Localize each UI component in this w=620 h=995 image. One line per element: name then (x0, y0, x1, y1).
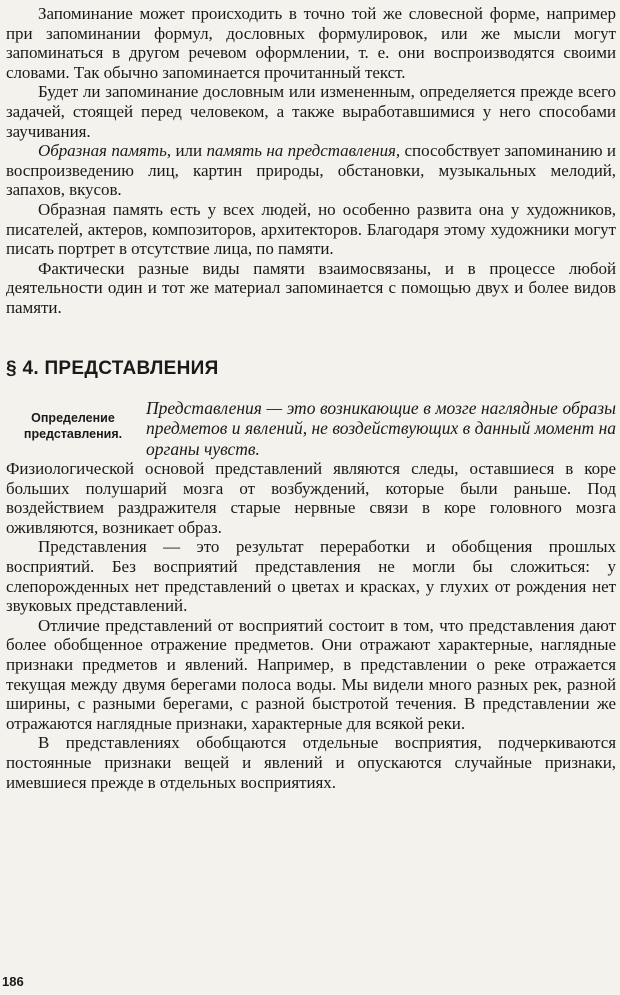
paragraph-6: Физиологической основой представлений являются следы, оставшиеся в коре больших полушарий мозга от возбуждений, которые были раньше. Под воздействием раздражителя старые нервные связи в коре головного мозга оживляются, возникает образ. (6, 459, 616, 537)
italic-term-memory-for-representations: память на представления, (206, 141, 401, 161)
paragraph-9: В представлениях обобщаются отдельные восприятия, подчеркиваются постоянные признаки вещей и явлений и опускаются случайные признаки, имевшиеся прежде в отдельных восприятиях. (6, 733, 616, 792)
paragraph-8: Отличие представлений от восприятий состоит в том, что представления дают более обобщенное отражение предметов. Они отражают характерные, наглядные признаки предметов и явлений. Например, в представлении о реке отражается текущая между двумя берегами полоса воды. Мы видели много разных рек, разной ширины, с разными берегами, с разной быстротой течения. В представлении же отражаются наглядные признаки, характерные для всякой реки. (6, 615, 616, 733)
paragraph-1: Запоминание может происходить в точно той же словесной форме, например при запоминании формул, дословных формулировок, или же мысли могут запоминаться в другом речевом оформлении, т. е. они воспроизводятся своими словами. Так обычно запоминается прочитанный текст. (6, 4, 616, 82)
definition-text: Представления — это возникающие в мозге наглядные образы предметов и явлений, не воздействующих в данный момент на органы чувств. (146, 397, 616, 459)
top-text-block (6, 4, 616, 318)
connector-text: или (171, 141, 207, 161)
paragraph-2: Будет ли запоминание дословным или измененным, определяется прежде всего задачей, стоящей перед человеком, а также выработавшимися у него способами заучивания. (6, 82, 616, 141)
paragraph-3 (6, 141, 616, 200)
page-number: 186 (2, 974, 24, 989)
italic-term-figurative-memory: Образная память, (38, 141, 172, 161)
section-heading: § 4. ПРЕДСТАВЛЕНИЯ (6, 357, 219, 379)
margin-note: Определение представления. (23, 410, 123, 441)
paragraph-3-body: способствует запоминанию и воспроизведению лиц, картин природы, обстановки, музыкальных мелодий, запахов, вкусов. (6, 141, 616, 200)
paragraph-5: Фактически разные виды памяти взаимосвязаны, и в процессе любой деятельности один и тот же материал запоминается с помощью двух и более видов памяти. (6, 258, 616, 317)
bottom-text-block (6, 459, 616, 792)
definition-block (6, 398, 616, 460)
paragraph-4: Образная память есть у всех людей, но особенно развита она у художников, писателей, актеров, композиторов, архитекторов. Благодаря этому художники могут писать портрет в отсутствие лица, по памяти. (6, 199, 616, 259)
paragraph-7: Представления — это результат переработки и обобщения прошлых восприятий. Без восприятий представления не могли бы сложиться: у слепорожденных нет представлений о цветах и красках, у глухих от рождения нет звуковых представлений. (6, 537, 616, 616)
